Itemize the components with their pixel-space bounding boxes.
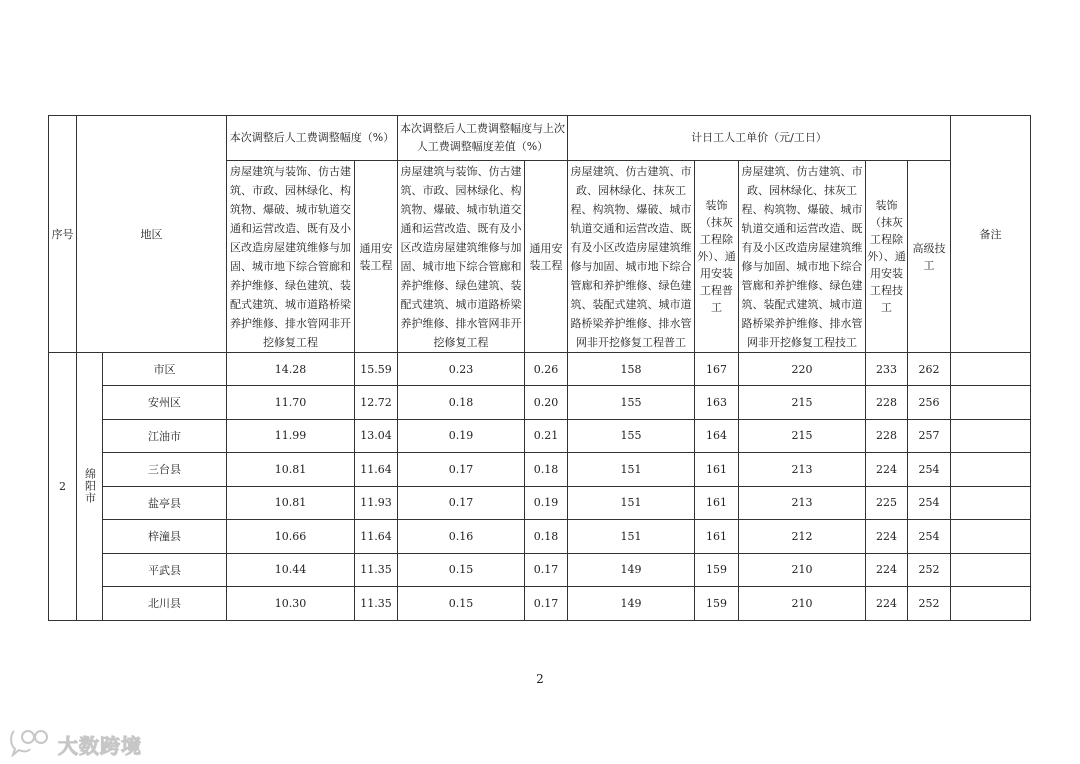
value-cell: 159 — [695, 587, 739, 621]
row-group-city: 绵阳市 — [77, 353, 103, 621]
value-cell: 0.18 — [525, 453, 568, 487]
value-cell: 10.81 — [227, 486, 355, 520]
header-daily-unit-price: 计日工人工单价（元/工日） — [568, 116, 951, 161]
value-cell: 224 — [866, 520, 908, 554]
value-cell: 225 — [866, 486, 908, 520]
value-cell: 155 — [568, 419, 695, 453]
table-row — [49, 419, 1031, 453]
value-cell: 0.23 — [398, 353, 525, 386]
value-cell: 220 — [739, 353, 866, 386]
value-cell: 158 — [568, 353, 695, 386]
table-row — [49, 553, 1031, 587]
table-row — [49, 520, 1031, 554]
value-cell: 0.18 — [525, 520, 568, 554]
value-cell: 262 — [908, 353, 951, 386]
value-cell: 12.72 — [355, 386, 398, 420]
remark-cell — [951, 553, 1031, 587]
value-cell: 210 — [739, 553, 866, 587]
value-cell: 252 — [908, 553, 951, 587]
value-cell: 213 — [739, 453, 866, 487]
value-cell: 0.15 — [398, 587, 525, 621]
value-cell: 257 — [908, 419, 951, 453]
value-cell: 159 — [695, 553, 739, 587]
value-cell: 252 — [908, 587, 951, 621]
speech-bubble-logo-icon — [8, 727, 52, 761]
table-row — [49, 486, 1031, 520]
value-cell: 151 — [568, 486, 695, 520]
remark-cell — [951, 419, 1031, 453]
value-cell: 149 — [568, 553, 695, 587]
header-building-works-diff: 房屋建筑与装饰、仿古建筑、市政、园林绿化、构筑物、爆破、城市轨道交通和运营改造、既有及小区改造房屋建筑维修与加固、城市地下综合管廊和养护维修、绿色建筑、装配式建筑、城市道路桥梁养护维修、排水管网非开挖修复工程 — [398, 161, 525, 353]
value-cell: 215 — [739, 419, 866, 453]
table-row — [49, 386, 1031, 420]
value-cell: 213 — [739, 486, 866, 520]
table-row — [49, 453, 1031, 487]
watermark-text: 大数跨境 — [58, 733, 142, 758]
value-cell: 155 — [568, 386, 695, 420]
header-install-diff: 通用安装工程 — [525, 161, 568, 353]
value-cell: 254 — [908, 486, 951, 520]
price-table — [48, 115, 1031, 621]
value-cell: 0.19 — [525, 486, 568, 520]
remark-cell — [951, 520, 1031, 554]
value-cell: 233 — [866, 353, 908, 386]
value-cell: 151 — [568, 453, 695, 487]
value-cell: 163 — [695, 386, 739, 420]
value-cell: 11.70 — [227, 386, 355, 420]
value-cell: 212 — [739, 520, 866, 554]
value-cell: 167 — [695, 353, 739, 386]
value-cell: 254 — [908, 520, 951, 554]
value-cell: 0.16 — [398, 520, 525, 554]
region-name-cell: 北川县 — [103, 587, 227, 621]
value-cell: 254 — [908, 453, 951, 487]
header-region: 地区 — [77, 116, 227, 353]
watermark — [8, 727, 142, 761]
remark-cell — [951, 587, 1031, 621]
value-cell: 11.93 — [355, 486, 398, 520]
region-name-cell: 三台县 — [103, 453, 227, 487]
header-decoration-general-labor: 装饰（抹灰工程除外）、通用安装工程普工 — [695, 161, 739, 353]
value-cell: 0.15 — [398, 553, 525, 587]
value-cell: 0.17 — [398, 453, 525, 487]
value-cell: 0.18 — [398, 386, 525, 420]
value-cell: 224 — [866, 453, 908, 487]
value-cell: 10.81 — [227, 453, 355, 487]
header-remark: 备注 — [951, 116, 1031, 353]
page-number: 2 — [536, 672, 544, 686]
value-cell: 161 — [695, 520, 739, 554]
value-cell: 161 — [695, 453, 739, 487]
value-cell: 0.20 — [525, 386, 568, 420]
value-cell: 210 — [739, 587, 866, 621]
value-cell: 15.59 — [355, 353, 398, 386]
value-cell: 164 — [695, 419, 739, 453]
row-group-seq: 2 — [49, 353, 77, 621]
value-cell: 0.17 — [525, 587, 568, 621]
header-adjust-difference: 本次调整后人工费调整幅度与上次人工费调整幅度差值（%） — [398, 116, 568, 161]
region-name-cell: 安州区 — [103, 386, 227, 420]
value-cell: 228 — [866, 386, 908, 420]
header-building-works-range: 房屋建筑与装饰、仿古建筑、市政、园林绿化、构筑物、爆破、城市轨道交通和运营改造、既有及小区改造房屋建筑维修与加固、城市地下综合管廊和养护维修、绿色建筑、装配式建筑、城市道路桥梁养护维修、排水管网非开挖修复工程 — [227, 161, 355, 353]
header-install-range: 通用安装工程 — [355, 161, 398, 353]
header-senior-skilled-labor: 高级技工 — [908, 161, 951, 353]
value-cell: 11.99 — [227, 419, 355, 453]
header-skilled-labor: 房屋建筑、仿古建筑、市政、园林绿化、抹灰工程、构筑物、爆破、城市轨道交通和运营改造、既有及小区改造房屋建筑维修与加固、城市地下综合管廊和养护维修、绿色建筑、装配式建筑、城市道路桥梁养护维修、排水管网非开挖修复工程技工 — [739, 161, 866, 353]
value-cell: 224 — [866, 553, 908, 587]
region-name-cell: 市区 — [103, 353, 227, 386]
region-name-cell: 梓潼县 — [103, 520, 227, 554]
region-name-cell: 盐亭县 — [103, 486, 227, 520]
value-cell: 151 — [568, 520, 695, 554]
region-name-cell: 江油市 — [103, 419, 227, 453]
value-cell: 10.30 — [227, 587, 355, 621]
value-cell: 149 — [568, 587, 695, 621]
header-seq: 序号 — [49, 116, 77, 353]
value-cell: 0.17 — [525, 553, 568, 587]
table-row — [49, 353, 1031, 386]
value-cell: 11.35 — [355, 587, 398, 621]
value-cell: 0.17 — [398, 486, 525, 520]
region-name-cell: 平武县 — [103, 553, 227, 587]
value-cell: 256 — [908, 386, 951, 420]
value-cell: 161 — [695, 486, 739, 520]
value-cell: 10.66 — [227, 520, 355, 554]
value-cell: 0.21 — [525, 419, 568, 453]
value-cell: 10.44 — [227, 553, 355, 587]
value-cell: 14.28 — [227, 353, 355, 386]
header-general-labor: 房屋建筑、仿古建筑、市政、园林绿化、抹灰工程、构筑物、爆破、城市轨道交通和运营改造、既有及小区改造房屋建筑维修与加固、城市地下综合管廊和养护维修、绿色建筑、装配式建筑、城市道路桥梁养护维修、排水管网非开挖修复工程普工 — [568, 161, 695, 353]
value-cell: 0.26 — [525, 353, 568, 386]
remark-cell — [951, 453, 1031, 487]
remark-cell — [951, 486, 1031, 520]
remark-cell — [951, 353, 1031, 386]
value-cell: 215 — [739, 386, 866, 420]
value-cell: 11.64 — [355, 453, 398, 487]
value-cell: 0.19 — [398, 419, 525, 453]
remark-cell — [951, 386, 1031, 420]
value-cell: 228 — [866, 419, 908, 453]
value-cell: 224 — [866, 587, 908, 621]
value-cell: 11.35 — [355, 553, 398, 587]
value-cell: 13.04 — [355, 419, 398, 453]
header-decoration-skilled-labor: 装饰（抹灰工程除外）、通用安装工程技工 — [866, 161, 908, 353]
table-row — [49, 587, 1031, 621]
header-adjust-range: 本次调整后人工费调整幅度（%） — [227, 116, 398, 161]
value-cell: 11.64 — [355, 520, 398, 554]
